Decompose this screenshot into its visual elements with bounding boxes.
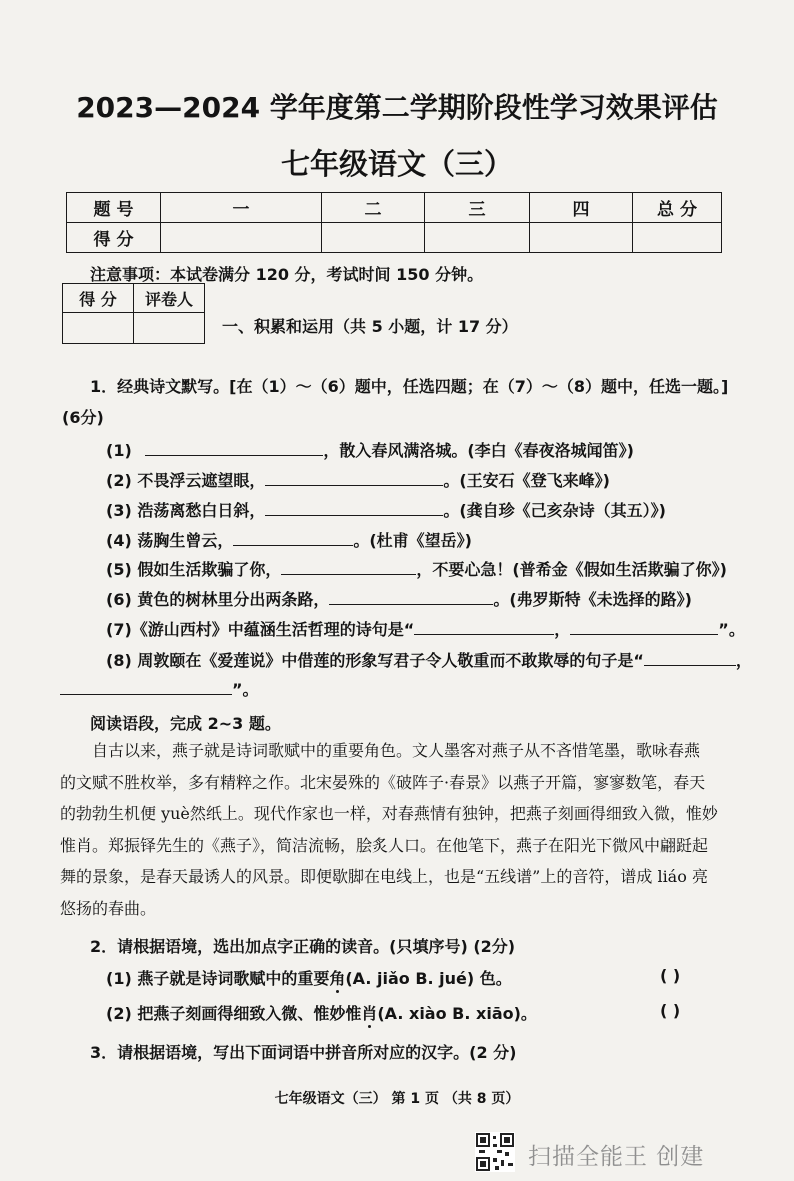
q2-item-1 <box>106 966 512 989</box>
reading-line-4: 惟肖。郑振铎先生的《燕子》，简洁流畅，脍炙人口。在他笔下，燕子在阳光下微风中翩跹起 <box>60 835 709 855</box>
q1-item-3-pre: (3) 浩荡离愁白日斜， <box>106 501 266 520</box>
q1-item-3-post: 。(龚自珍《己亥杂诗（其五）》) <box>443 501 666 520</box>
reading-line-6: 悠扬的春曲。 <box>60 898 157 918</box>
score-header-4: 四 <box>530 193 633 223</box>
q2-item-1-options: (A. jiǎo B. jué) 色。 <box>345 969 512 988</box>
q1-item-4 <box>106 528 472 551</box>
score-row-label: 得 分 <box>67 223 161 253</box>
reading-line-3: 的勃勃生机便 yuè然纸上。现代作家也一样，对春燕情有独钟，把燕子刻画得细致入微，惟妙 <box>60 804 718 823</box>
q1-blank-1[interactable] <box>145 439 323 456</box>
q1-item-1 <box>106 438 634 461</box>
q1-item-2-pre: (2) 不畏浮云遮望眼， <box>106 471 266 490</box>
q1-item-6 <box>106 587 692 610</box>
score-header-total: 总 分 <box>633 193 722 223</box>
q1-blank-6[interactable] <box>329 588 493 605</box>
q1-blank-7a[interactable] <box>414 618 554 635</box>
page-title: 2023—2024 学年度第二学期阶段性学习效果评估 <box>76 91 718 124</box>
grader-score-label: 得 分 <box>63 284 134 313</box>
q1-item-8 <box>106 648 752 671</box>
q1-item-6-pre: (6) 黄色的树林里分出两条路， <box>106 590 330 609</box>
q1-item-4-pre: (4) 荡胸生曾云， <box>106 531 234 550</box>
score-cell-1 <box>161 223 322 253</box>
watermark: 扫描全能王 创建 <box>528 1144 705 1170</box>
q3-stem: 3．请根据语境，写出下面词语中拼音所对应的汉字。(2 分) <box>90 1043 517 1062</box>
q1-points: (6分) <box>62 408 104 427</box>
score-table <box>66 192 722 253</box>
q1-stem: 1．经典诗文默写。[在（1）～（6）题中，任选四题；在（7）～（8）题中，任选一题。] <box>90 377 729 396</box>
q1-item-1-text: ，散入春风满洛城。(李白《春夜洛城闻笛》) <box>323 441 634 460</box>
score-cell-4 <box>530 223 633 253</box>
section-heading: 一、积累和运用（共 5 小题，计 17 分） <box>222 317 518 336</box>
q2-stem: 2．请根据语境，选出加点字正确的读音。(只填序号) (2分) <box>90 937 516 956</box>
q1-item-8-comma: ， <box>735 651 752 670</box>
q1-blank-8b[interactable] <box>60 678 232 695</box>
q2-answer-2[interactable]: ( ) <box>660 1001 681 1020</box>
score-cell-2 <box>322 223 425 253</box>
q1-blank-4[interactable] <box>233 529 353 546</box>
q1-blank-7b[interactable] <box>570 618 718 635</box>
q1-item-7-post: ”。 <box>718 620 745 639</box>
q1-item-5-post: ，不要心急！(普希金《假如生活欺骗了你》) <box>416 560 727 579</box>
reading-line-1: 自古以来，燕子就是诗词歌赋中的重要角色。文人墨客对燕子从不吝惜笔墨，歌咏春燕 <box>92 741 701 760</box>
q1-blank-3[interactable] <box>265 499 443 516</box>
score-header-1: 一 <box>161 193 322 223</box>
q1-item-2-post: 。(王安石《登飞来峰》) <box>443 471 610 490</box>
score-header-label: 题 号 <box>67 193 161 223</box>
qr-code-icon <box>475 1132 515 1172</box>
reading-passage <box>60 735 752 924</box>
q1-item-5-pre: (5) 假如生活欺骗了你， <box>106 560 282 579</box>
grader-score-cell <box>63 313 134 344</box>
q1-blank-5[interactable] <box>281 558 416 575</box>
q2-item-1-pre: (1) 燕子就是诗词歌赋中的重要 <box>106 969 330 988</box>
q1-item-6-post: 。(弗罗斯特《未选择的路》) <box>493 590 692 609</box>
q1-item-8-cont <box>60 677 259 700</box>
q1-item-4-post: 。(杜甫《望岳》) <box>353 531 472 550</box>
score-header-2: 二 <box>322 193 425 223</box>
reading-intro: 阅读语段，完成 2~3 题。 <box>90 714 281 733</box>
q1-item-7-pre: (7)《游山西村》中蕴涵生活哲理的诗句是“ <box>106 620 415 639</box>
page-footer: 七年级语文（三） 第 1 页 （共 8 页） <box>274 1091 520 1107</box>
q1-item-8-pre: (8) 周敦颐在《爱莲说》中借莲的形象写君子令人敬重而不敢欺辱的句子是“ <box>106 651 644 670</box>
notice: 注意事项：本试卷满分 120 分，考试时间 150 分钟。 <box>90 265 484 284</box>
page-subtitle: 七年级语文（三） <box>280 147 513 181</box>
grader-name-cell <box>134 313 205 344</box>
q2-item-2 <box>106 1001 537 1024</box>
q1-item-2 <box>106 468 610 491</box>
q1-blank-2[interactable] <box>265 469 443 486</box>
score-header-3: 三 <box>425 193 530 223</box>
q1-item-5 <box>106 557 727 580</box>
reading-line-5: 舞的景象，是春天最诱人的风景。即便歇脚在电线上，也是“五线谱”上的音符，谱成 liáo 亮 <box>60 867 708 886</box>
q1-item-1-num: (1) <box>106 441 132 460</box>
q2-item-2-pre: (2) 把燕子刻画得细致入微、惟妙惟 <box>106 1004 362 1023</box>
q2-item-1-dotted-char: 角 <box>329 969 346 988</box>
q1-item-3 <box>106 498 666 521</box>
q2-item-2-dotted-char: 肖 <box>361 1004 378 1023</box>
q1-item-7-mid: ， <box>554 620 571 639</box>
q1-item-7 <box>106 617 745 640</box>
q2-item-2-options: (A. xiào B. xiāo)。 <box>377 1004 537 1023</box>
score-cell-3 <box>425 223 530 253</box>
q1-blank-8a[interactable] <box>644 649 736 666</box>
q1-item-8-post: ”。 <box>232 680 259 699</box>
reading-line-2: 的文赋不胜枚举，多有精粹之作。北宋晏殊的《破阵子·春景》以燕子开篇，寥寥数笔，春天 <box>60 772 706 792</box>
grader-table <box>62 283 205 344</box>
score-cell-total <box>633 223 722 253</box>
grader-name-label: 评卷人 <box>134 284 205 313</box>
q2-answer-1[interactable]: ( ) <box>660 966 681 985</box>
